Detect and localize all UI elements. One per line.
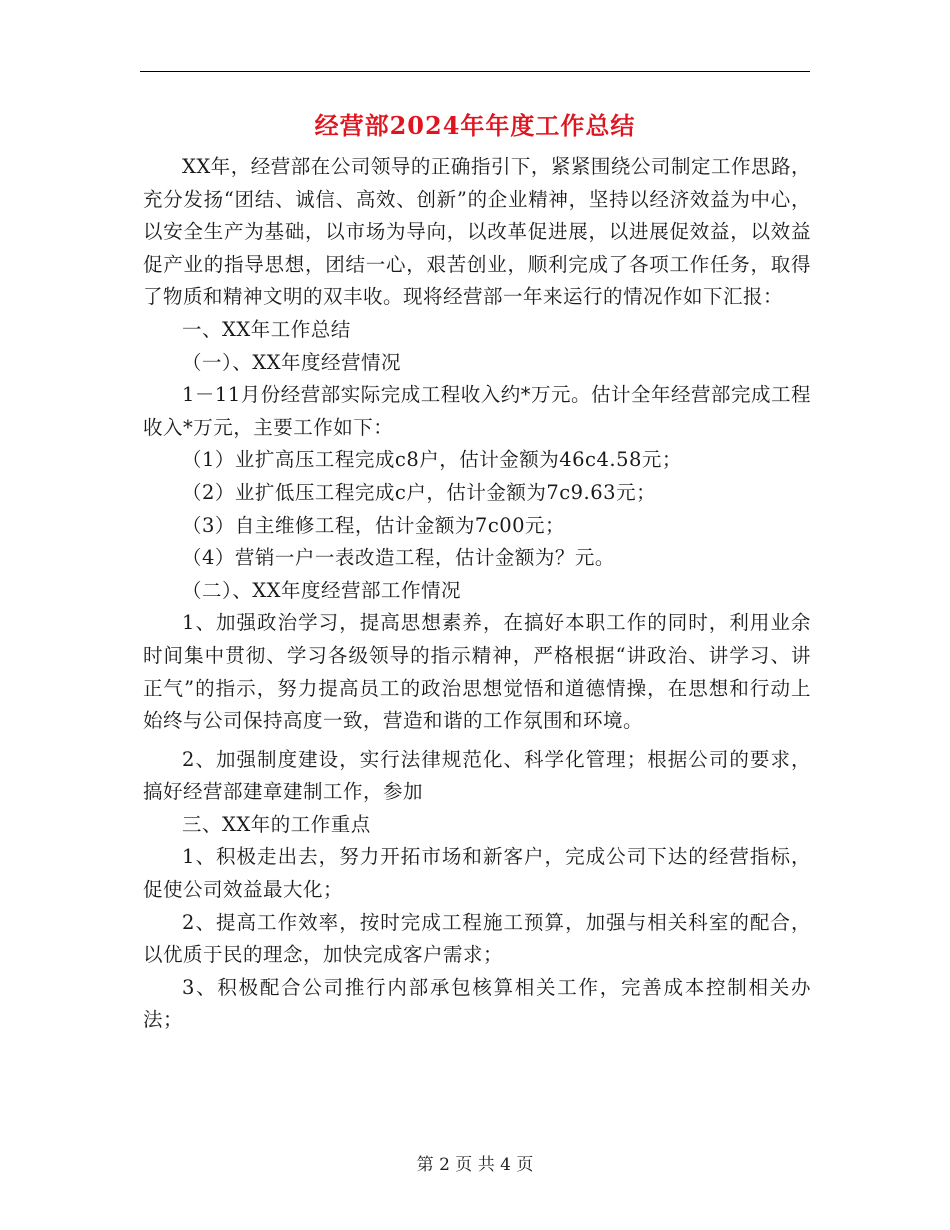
paragraph-system-building: 2、加强制度建设，实行法律规范化、科学化管理；根据公司的要求，搞好经营部建章建制工作，参加 bbox=[143, 747, 811, 804]
priority-item-cost-control: 3、积极配合公司推行内部承包核算相关工作，完善成本控制相关办法； bbox=[143, 975, 811, 1032]
list-item-maintenance: （3）自主维修工程，估计金额为7c00元； bbox=[182, 513, 566, 537]
intro-paragraph: XX年，经营部在公司领导的正确指引下，紧紧围绕公司制定工作思路，充分发扬“团结、诚信、高效、创新”的企业精神，坚持以经济效益为中心，以安全生产为基础，以市场为导向，以改革促进展，以进展促效益，以效益促产业的指导思想，团结一心，艰苦创业，顺利完成了各项工作任务，取得了物质和精神文明的双丰收。现将经营部一年来运行的情况作如下汇报： bbox=[143, 155, 811, 309]
list-item-meter-upgrade: （4）营销一户一表改造工程，估计金额为？元。 bbox=[182, 546, 615, 570]
document-body bbox=[143, 151, 811, 1037]
page-number: 第 2 页 共 4 页 bbox=[416, 1155, 534, 1175]
section-heading-summary: 一、XX年工作总结 bbox=[182, 317, 351, 341]
priority-item-market: 1、积极走出去，努力开拓市场和新客户，完成公司下达的经营指标，促使公司效益最大化； bbox=[143, 845, 811, 902]
document-title: 经营部2024年年度工作总结 bbox=[314, 111, 636, 140]
priority-item-efficiency: 2、提高工作效率，按时完成工程施工预算，加强与相关科室的配合，以优质于民的理念，加快完成客户需求； bbox=[143, 910, 811, 967]
list-item-low-voltage: （2）业扩低压工程完成c户，估计金额为7c9.63元； bbox=[182, 480, 657, 504]
list-item-high-voltage: （1）业扩高压工程完成c8户，估计金额为46c4.58元； bbox=[182, 448, 682, 472]
paragraph-political-study: 1、加强政治学习，提高思想素养，在搞好本职工作的同时，利用业余时间集中贯彻、学习各级领导的指示精神，严格根据“讲政治、讲学习、讲正气”的指示，努力提高员工的政治思想觉悟和道德情操，在思想和行动上始终与公司保持高度一致，营造和谐的工作氛围和环境。 bbox=[143, 611, 811, 733]
subsection-heading-work: （二）、XX年度经营部工作情况 bbox=[182, 578, 462, 602]
header-rule bbox=[140, 71, 810, 72]
section-heading-priorities: 三、XX年的工作重点 bbox=[182, 812, 371, 836]
paragraph-revenue: 1－11月份经营部实际完成工程收入约*万元。估计全年经营部完成工程收入*万元，主要工作如下： bbox=[143, 383, 811, 439]
subsection-heading-operations: （一）、XX年度经营情况 bbox=[182, 350, 402, 374]
